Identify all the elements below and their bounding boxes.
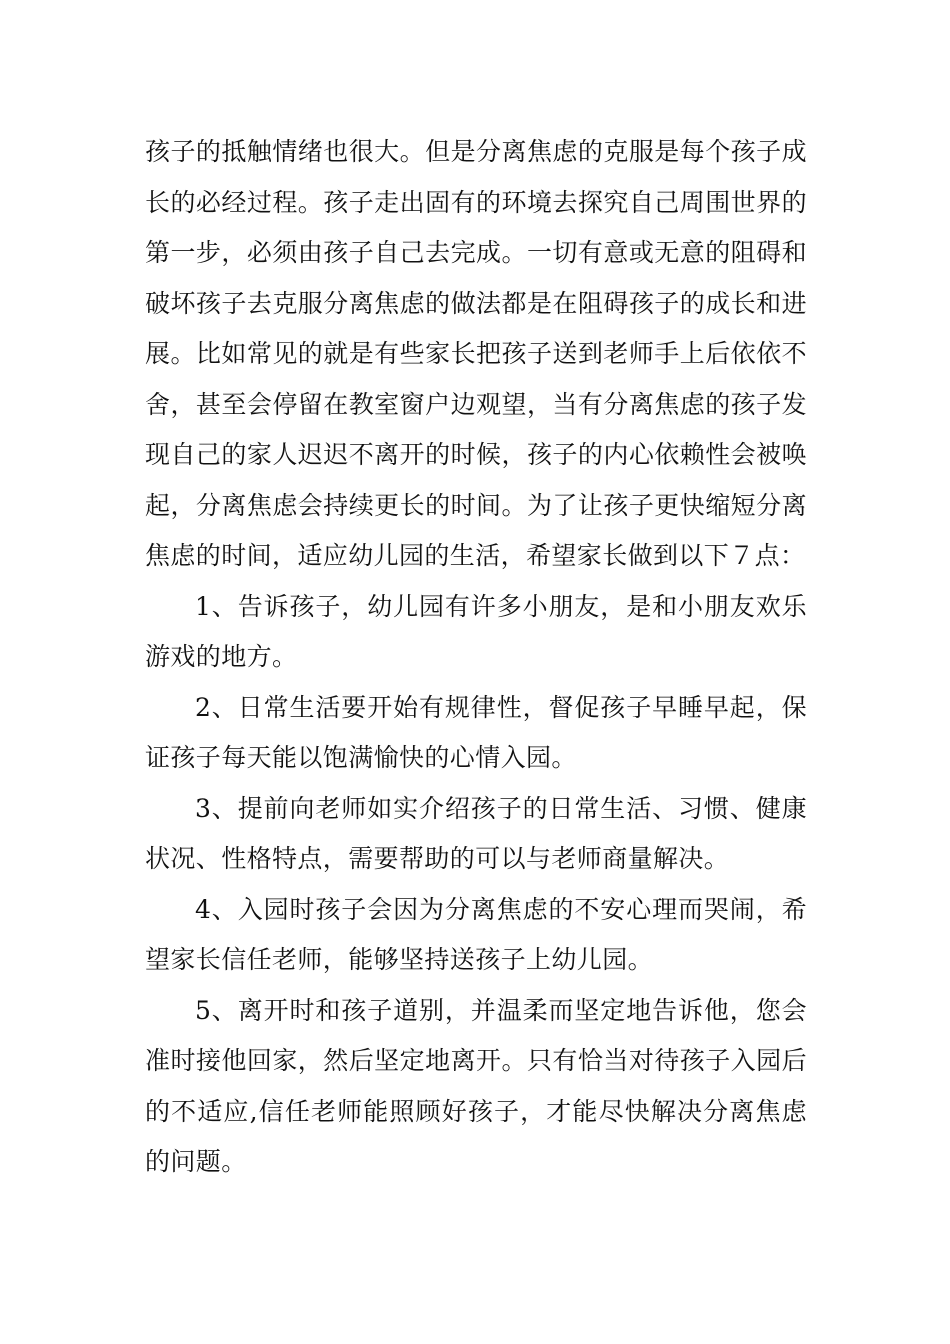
list-item-5: 5、离开时和孩子道别，并温柔而坚定地告诉他，您会准时接他回家，然后坚定地离开。只有恰当对待孩子入园后的不适应,信任老师能照顾好孩子，才能尽快解决分离焦虑的问题。 xyxy=(145,995,807,1176)
list-item-3: 3、提前向老师如实介绍孩子的日常生活、习惯、健康状况、性格特点，需要帮助的可以与老师商量解决。 xyxy=(145,793,807,873)
list-item-2: 2、日常生活要开始有规律性，督促孩子早睡早起，保证孩子每天能以饱满愉快的心情入园。 xyxy=(145,692,807,772)
intro-paragraph: 孩子的抵触情绪也很大。但是分离焦虑的克服是每个孩子成长的必经过程。孩子走出固有的环境去探究自己周围世界的第一步，必须由孩子自己去完成。一切有意或无意的阻碍和破坏孩子去克服分离焦虑的做法都是在阻碍孩子的成长和进展。比如常见的就是有些家长把孩子送到老师手上后依依不舍，甚至会停留在教室窗户边观望，当有分离焦虑的孩子发现自己的家人迟迟不离开的时候，孩子的内心依赖性会被唤起，分离焦虑会持续更长的时间。为了让孩子更快缩短分离焦虑的时间，适应幼儿园的生活，希望家长做到以下７点： xyxy=(145,137,807,570)
list-item-1: 1、告诉孩子，幼儿园有许多小朋友，是和小朋友欢乐游戏的地方。 xyxy=(145,591,807,671)
list-item-4: 4、入园时孩子会因为分离焦虑的不安心理而哭闹，希望家长信任老师，能够坚持送孩子上幼儿园。 xyxy=(145,894,807,974)
document-page xyxy=(145,127,807,1188)
